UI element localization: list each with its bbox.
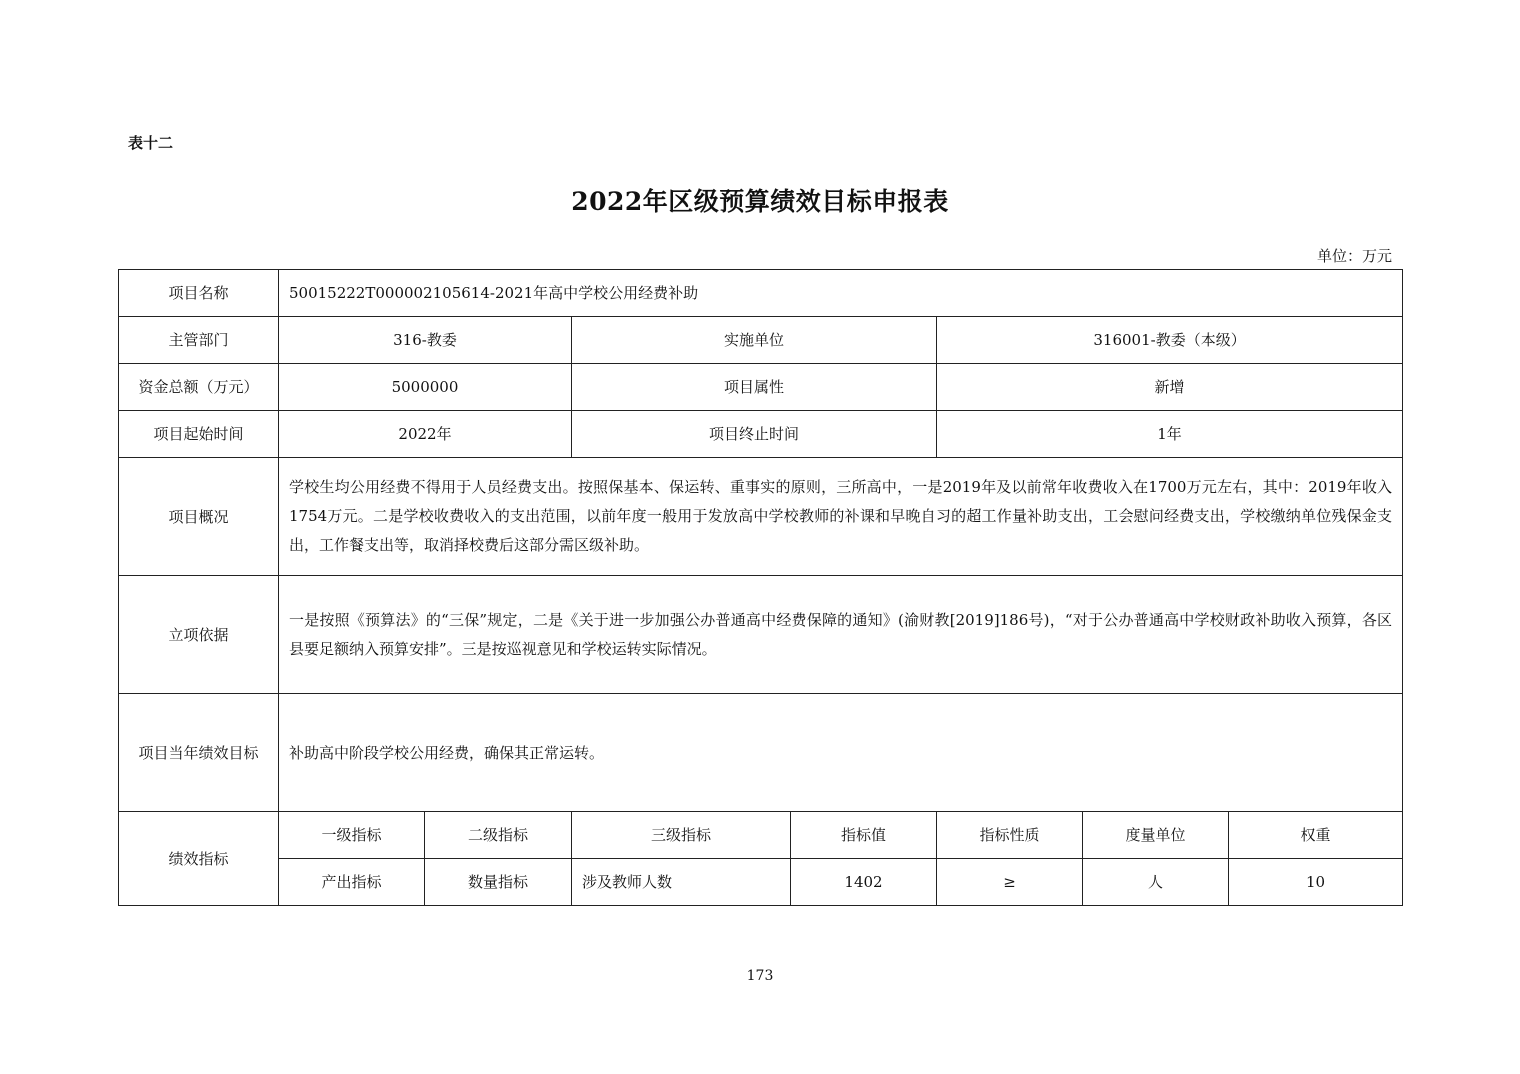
end-time-label: 项目终止时间 [572, 411, 937, 458]
project-attribute-value: 新增 [937, 364, 1403, 411]
total-funds-label: 资金总额（万元） [119, 364, 279, 411]
indicator-header-weight: 权重 [1229, 812, 1403, 859]
indicator-value: 1402 [791, 859, 937, 906]
indicator-level2: 数量指标 [425, 859, 572, 906]
performance-target-table [118, 269, 1403, 906]
indicator-header-nature: 指标性质 [937, 812, 1083, 859]
indicator-nature: ≥ [937, 859, 1083, 906]
row-time [119, 411, 1403, 458]
total-funds-value: 5000000 [279, 364, 572, 411]
row-project-name [119, 270, 1403, 317]
implementing-unit-label: 实施单位 [572, 317, 937, 364]
row-overview [119, 458, 1403, 576]
indicator-header-level1: 一级指标 [279, 812, 425, 859]
overview-value: 学校生均公用经费不得用于人员经费支出。按照保基本、保运转、重事实的原则，三所高中，一是2019年及以前常年收费收入在1700万元左右，其中：2019年收入1754万元。二是学校收费收入的支出范围，以前年度一般用于发放高中学校教师的补课和早晚自习的超工作量补助支出，工会慰问经费支出，学校缴纳单位残保金支出，工作餐支出等，取消择校费后这部分需区级补助。 [279, 458, 1403, 576]
department-value: 316-教委 [279, 317, 572, 364]
unit-label: 单位：万元 [1316, 247, 1392, 265]
table-row [119, 859, 1403, 906]
indicator-header-level2: 二级指标 [425, 812, 572, 859]
row-indicator-header [119, 812, 1403, 859]
indicator-header-level3: 三级指标 [572, 812, 791, 859]
table-number: 表十二 [128, 134, 174, 152]
project-name-value: 50015222T000002105614-2021年高中学校公用经费补助 [279, 270, 1403, 317]
start-time-label: 项目起始时间 [119, 411, 279, 458]
department-label: 主管部门 [119, 317, 279, 364]
basis-value: 一是按照《预算法》的“三保”规定，二是《关于进一步加强公办普通高中经费保障的通知》(渝财教[2019]186号)，“对于公办普通高中学校财政补助收入预算，各区县要足额纳入预算安排”。三是按巡视意见和学校运转实际情况。 [279, 576, 1403, 694]
annual-goal-value: 补助高中阶段学校公用经费，确保其正常运转。 [279, 694, 1403, 812]
overview-label: 项目概况 [119, 458, 279, 576]
row-department [119, 317, 1403, 364]
indicator-level1: 产出指标 [279, 859, 425, 906]
end-time-value: 1年 [937, 411, 1403, 458]
row-basis [119, 576, 1403, 694]
implementing-unit-value: 316001-教委（本级） [937, 317, 1403, 364]
document-title: 2022年区级预算绩效目标申报表 [571, 187, 949, 216]
row-annual-goal [119, 694, 1403, 812]
start-time-value: 2022年 [279, 411, 572, 458]
project-name-label: 项目名称 [119, 270, 279, 317]
page-number: 173 [746, 968, 774, 984]
annual-goal-label: 项目当年绩效目标 [119, 694, 279, 812]
project-attribute-label: 项目属性 [572, 364, 937, 411]
basis-label: 立项依据 [119, 576, 279, 694]
indicators-label: 绩效指标 [119, 812, 279, 906]
row-funds [119, 364, 1403, 411]
indicator-header-unit: 度量单位 [1083, 812, 1229, 859]
indicator-weight: 10 [1229, 859, 1403, 906]
indicator-header-value: 指标值 [791, 812, 937, 859]
indicator-unit: 人 [1083, 859, 1229, 906]
indicator-level3: 涉及教师人数 [572, 859, 791, 906]
